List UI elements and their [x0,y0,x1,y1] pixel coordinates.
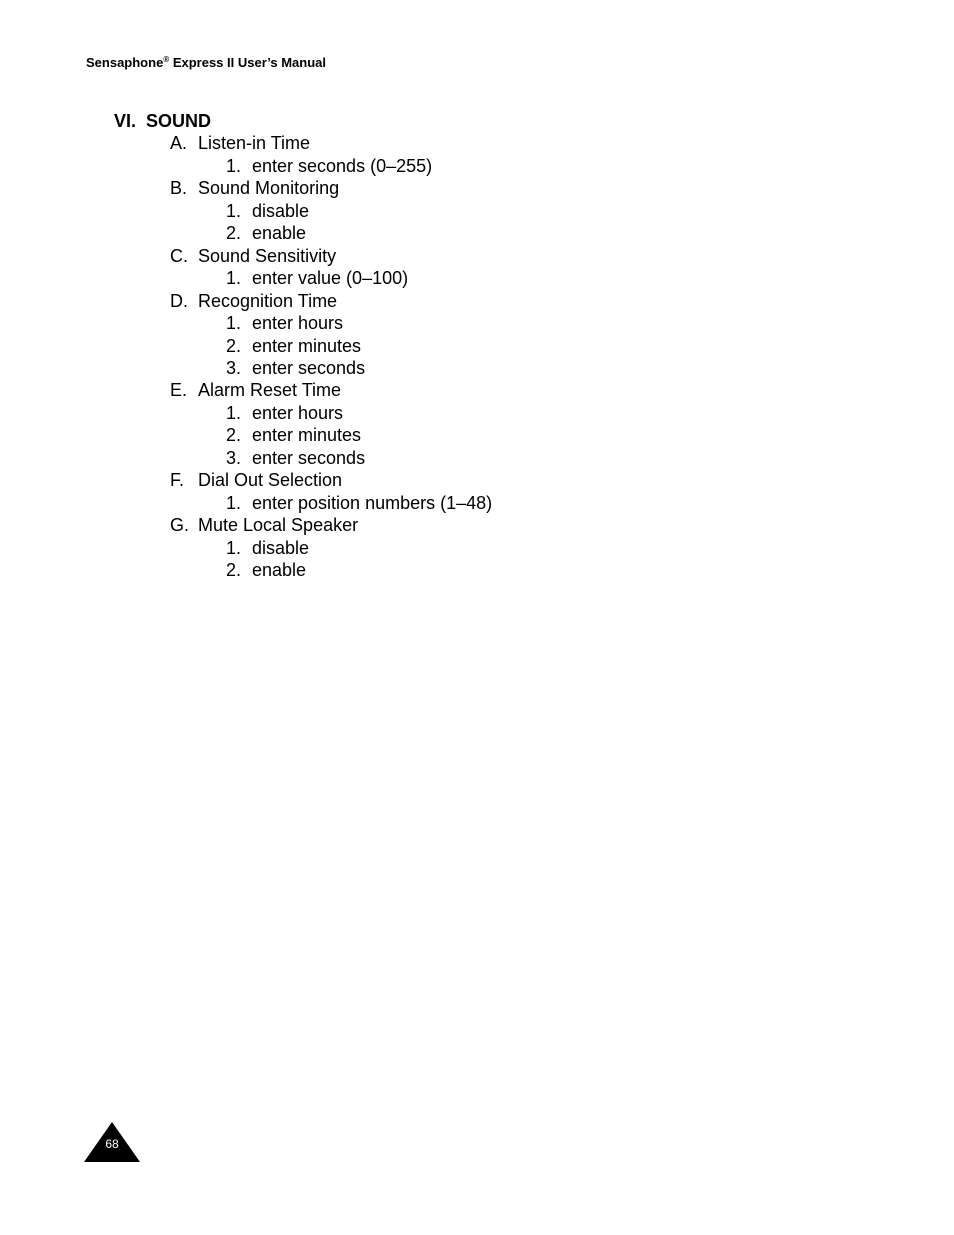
menu-option-label: enter value (0–100) [252,268,409,289]
menu-item-b [170,177,339,199]
menu-item-label: Listen-in Time [198,133,311,154]
menu-option-label: enter hours [252,313,344,334]
menu-option-number: 3. [226,357,242,378]
menu-item-f [170,469,342,491]
menu-item-g [170,514,358,536]
menu-item-letter: E. [170,380,188,401]
menu-option-label: disable [252,537,310,558]
menu-option [226,312,343,334]
menu-option [226,267,408,289]
menu-option [226,402,343,424]
menu-item-a [170,132,310,154]
section-heading [114,110,211,132]
menu-option-number: 1. [226,402,242,423]
menu-option [226,447,365,469]
menu-option-number: 1. [226,155,242,176]
menu-item-letter: B. [170,178,188,199]
menu-option-label: enter minutes [252,335,362,356]
header-title: Express II User’s Manual [169,55,326,70]
header-brand: Sensaphone [86,55,164,70]
page-number: 68 [105,1137,119,1151]
menu-option [226,200,309,222]
menu-option-number: 2. [226,335,242,356]
menu-option-label: disable [252,200,310,221]
menu-option-number: 1. [226,268,242,289]
menu-item-letter: D. [170,290,188,311]
menu-option-label: enter seconds (0–255) [252,155,433,176]
menu-option-label: enter hours [252,402,344,423]
menu-option [226,537,309,559]
menu-item-letter: G. [170,515,190,536]
page-number-tab [84,1122,140,1162]
menu-item-letter: C. [170,245,188,266]
menu-option-label: enable [252,223,307,244]
menu-option [226,559,306,581]
menu-option-number: 1. [226,200,242,221]
menu-option [226,492,492,514]
menu-item-label: Recognition Time [198,290,338,311]
registered-mark: ® [163,55,170,64]
menu-item-c [170,245,336,267]
menu-option-label: enable [252,560,307,580]
menu-option-number: 2. [226,425,242,446]
menu-option [226,424,361,446]
menu-option-label: enter minutes [252,425,362,446]
menu-item-label: Sound Sensitivity [198,245,337,266]
menu-option-label: enter position numbers (1–48) [252,492,493,513]
section-numeral: VI. [114,111,137,131]
menu-option-label: enter seconds [252,447,366,468]
menu-option [226,155,432,177]
menu-option-number: 1. [226,537,242,558]
menu-option [226,335,361,357]
menu-option [226,357,365,379]
menu-item-letter: A. [170,133,188,154]
menu-option-label: enter seconds [252,357,366,378]
menu-item-d [170,290,337,312]
menu-option-number: 1. [226,313,242,334]
menu-item-letter: F. [170,470,185,491]
menu-option-number: 2. [226,560,242,580]
menu-option [226,222,306,244]
section-title: SOUND [146,111,212,131]
menu-item-label: Alarm Reset Time [198,380,342,401]
menu-item-e [170,379,341,401]
menu-item-label: Mute Local Speaker [198,515,359,536]
running-header [86,54,326,72]
menu-item-label: Dial Out Selection [198,470,343,491]
menu-option-number: 1. [226,492,242,513]
menu-item-label: Sound Monitoring [198,178,340,199]
menu-option-number: 2. [226,223,242,244]
menu-option-number: 3. [226,447,242,468]
